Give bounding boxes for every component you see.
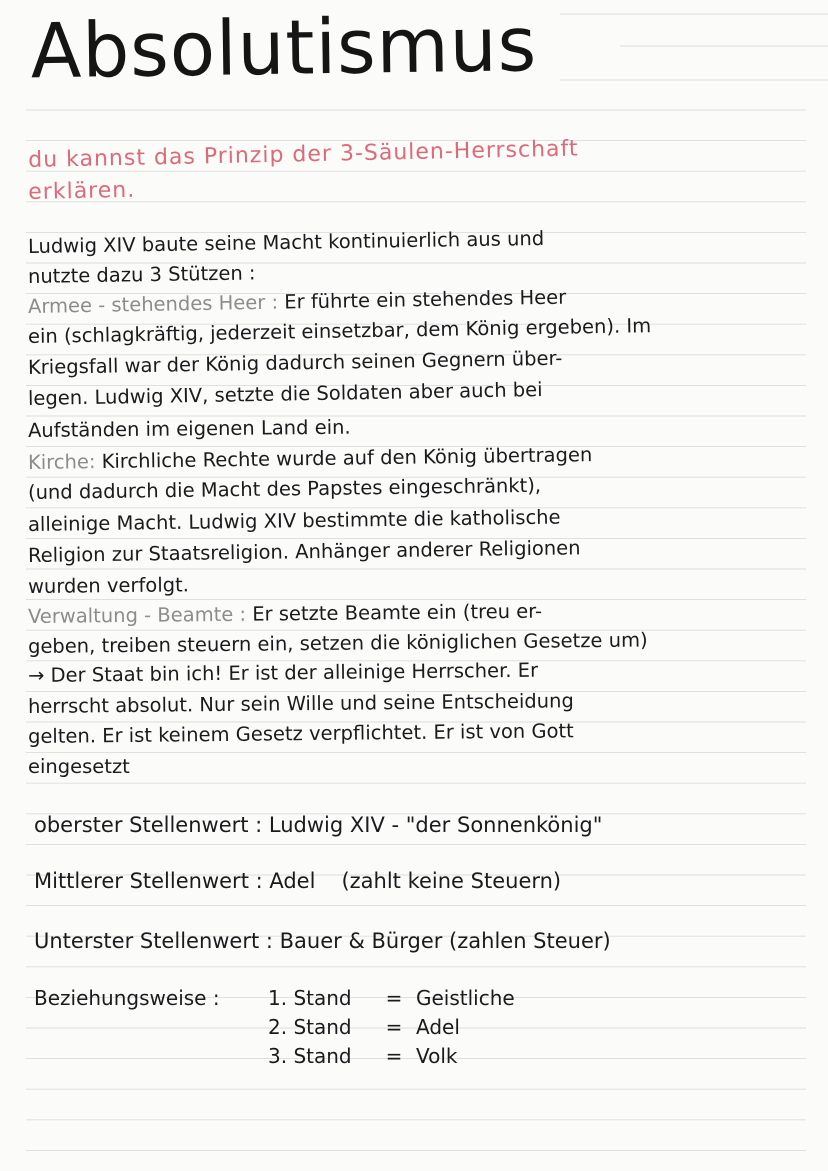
church-line-3: alleinige Macht. Ludwig XIV bestimmte die katholische	[27, 505, 561, 536]
administration-separator: :	[233, 602, 253, 626]
rank-middle-text: Mittlerer Stellenwert : Adel	[34, 869, 316, 893]
church-text: Kirchliche Rechte wurde auf den König übertragen	[101, 443, 593, 473]
estates-lead-spacer	[34, 1013, 268, 1042]
administration-label: Verwaltung - Beamte	[27, 602, 234, 628]
church-separator: :	[88, 449, 102, 474]
estate-equals: =	[385, 986, 403, 1010]
rank-middle-note: (zahlt keine Steuern)	[341, 869, 562, 893]
estate-value: Geistliche	[416, 986, 515, 1010]
administration-line-4: herrscht absolut. Nur sein Wille und seine Entscheidung	[27, 689, 574, 718]
estate-row	[34, 1013, 576, 1042]
estates-lead-spacer	[34, 1042, 268, 1071]
army-text: Er führte ein stehendes Heer	[284, 285, 567, 314]
estate-value: Adel	[416, 1015, 460, 1039]
intro-line-1: Ludwig XIV baute seine Macht kontinuierlich aus und	[27, 226, 545, 258]
estate-number: 1. Stand	[268, 986, 352, 1010]
church-line-5: wurden verfolgt.	[27, 573, 190, 598]
learning-goal-line-1: du kannst das Prinzip der 3-Säulen-Herrschaft	[28, 136, 579, 173]
army-label: Armee - stehendes Heer	[27, 290, 266, 318]
estate-equals: =	[385, 1015, 403, 1039]
army-line-3: Kriegsfall war der König dadurch seinen Gegnern über-	[27, 346, 563, 379]
intro-line-2: nutzte dazu 3 Stützen :	[27, 261, 256, 288]
rank-top: oberster Stellenwert : Ludwig XIV - "der Sonnenkönig"	[34, 813, 603, 837]
church-line-2: (und dadurch die Macht des Papstes eingeschränkt),	[27, 473, 542, 504]
church-label: Kirche	[27, 450, 90, 474]
army-line-5: Aufständen im eigenen Land ein.	[27, 415, 351, 442]
administration-line-2: geben, treiben steuern ein, setzen die königlichen Gesetze um)	[27, 628, 648, 658]
church-line-4: Religion zur Staatsreligion. Anhänger anderer Religionen	[27, 536, 581, 567]
army-line-2: ein (schlagkräftig, jederzeit einsetzbar, dem König ergeben). Im	[27, 314, 652, 348]
estate-number: 3. Stand	[268, 1044, 352, 1068]
rank-bottom: Unterster Stellenwert : Bauer & Bürger (zahlen Steuer)	[34, 929, 611, 953]
administration-line-3: → Der Staat bin ich! Er ist der alleinige Herrscher. Er	[27, 658, 539, 687]
estate-row	[34, 1042, 576, 1071]
learning-goal-line-2: erklären.	[28, 177, 136, 205]
estate-number: 2. Stand	[268, 1015, 352, 1039]
estates-list	[34, 984, 576, 1071]
estates-lead: Beziehungsweise :	[34, 986, 220, 1010]
page-title: Absolutismus	[30, 0, 538, 96]
administration-line-5: gelten. Er ist keinem Gesetz verpflichtet. Er ist von Gott	[27, 719, 574, 748]
army-line-4: legen. Ludwig XIV, setzte die Soldaten aber auch bei	[27, 378, 543, 410]
estate-equals: =	[385, 1044, 403, 1068]
estate-row	[34, 984, 576, 1013]
administration-text: Er setzte Beamte ein (treu er-	[252, 599, 543, 626]
administration-line-6: eingesetzt	[28, 755, 130, 778]
army-separator: :	[265, 290, 285, 314]
rank-middle	[34, 866, 561, 896]
estate-value: Volk	[416, 1044, 458, 1068]
